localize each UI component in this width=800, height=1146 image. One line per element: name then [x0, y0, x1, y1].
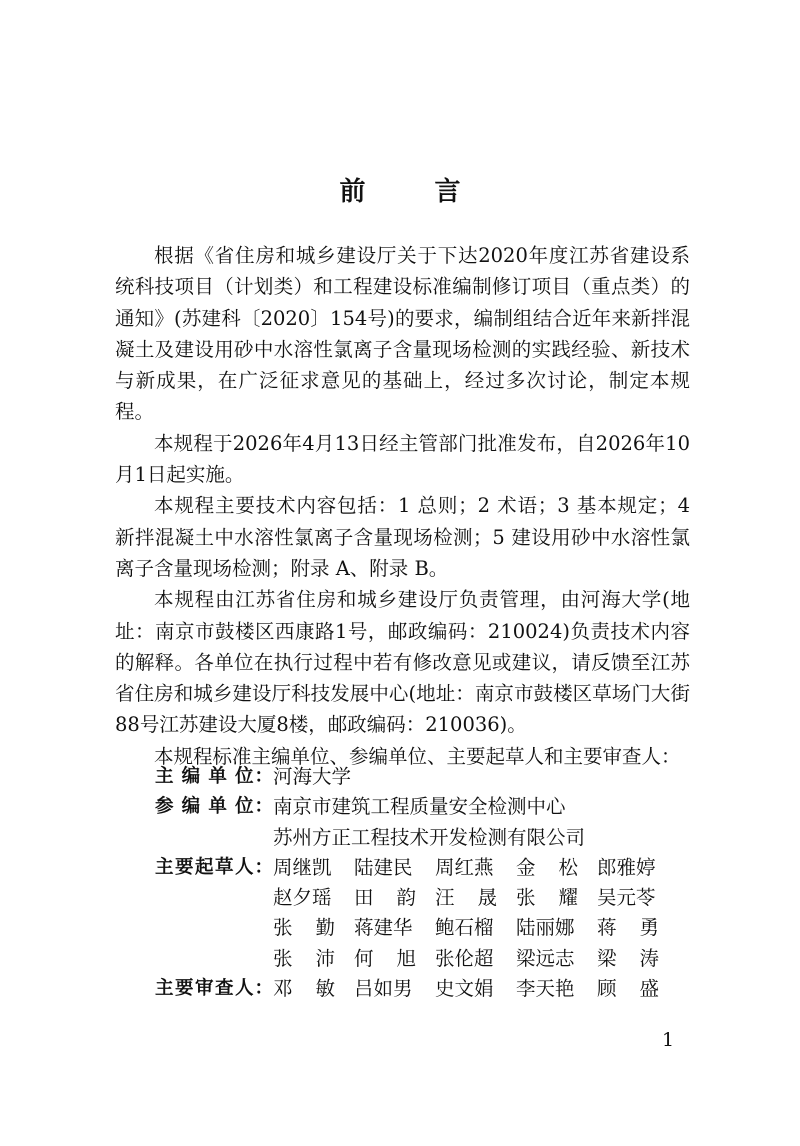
person-name: 梁 涛	[597, 946, 659, 970]
name-line	[273, 913, 695, 943]
chief-editor-unit: 河海大学	[273, 765, 352, 788]
staff-list	[155, 762, 695, 1004]
chief-editor-row	[155, 762, 695, 792]
person-name: 张 沛	[273, 946, 335, 970]
name-line	[273, 883, 695, 913]
participating-unit: 南京市建筑工程质量安全检测中心	[273, 795, 566, 819]
person-name: 蒋 勇	[597, 916, 659, 940]
paragraph-staff-intro: 本规程标准主编单位、参编单位、主要起草人和主要审查人：	[154, 744, 681, 768]
name-line	[273, 944, 695, 974]
drafters-row	[155, 853, 695, 974]
chief-editor-label: 主 编 单 位 ：	[155, 766, 273, 787]
name-line	[273, 974, 695, 1004]
participating-units-row	[155, 792, 695, 853]
person-name: 周继凯	[273, 855, 332, 879]
paragraph-contents: 本规程主要技术内容包括：1 总则；2 术语；3 基本规定；4 新拌混凝土中水溶性氯离子含量现场检测；5 建设用砂中水溶性氯离子含量现场检测；附录 A、附录 B。	[115, 494, 690, 580]
person-name: 汪 晟	[435, 886, 497, 910]
preface-body	[115, 240, 690, 772]
person-name: 邓 敏	[273, 977, 335, 1001]
person-name: 蒋建华	[354, 916, 413, 940]
person-name: 鲍石榴	[435, 916, 494, 940]
drafters-names	[273, 853, 695, 974]
person-name: 金 松	[516, 855, 578, 879]
person-name: 周红燕	[435, 855, 494, 879]
person-name: 陆建民	[354, 855, 413, 879]
person-name: 郎雅婷	[597, 855, 656, 879]
person-name: 陆丽娜	[516, 916, 575, 940]
person-name: 史文娟	[435, 977, 494, 1001]
participating-units-label: 参 编 单 位 ：	[155, 796, 273, 818]
person-name: 张 勤	[273, 916, 335, 940]
paragraph-approval: 本规程于2026年4月13日经主管部门批准发布，自2026年10月1日起实施。	[115, 431, 690, 487]
person-name: 李天艳	[516, 977, 575, 1001]
person-name: 梁远志	[516, 946, 575, 970]
person-name: 张伦超	[435, 946, 494, 970]
reviewers-label: 主 要 审 查 人 ：	[155, 978, 273, 1000]
person-name: 吴元苓	[597, 886, 656, 910]
page-title: 前 言	[339, 177, 491, 207]
person-name: 何 旭	[354, 946, 416, 970]
reviewers-row	[155, 974, 695, 1004]
person-name: 赵夕瑶	[273, 886, 332, 910]
paragraph-management: 本规程由江苏省住房和城乡建设厅负责管理，由河海大学(地址：南京市鼓楼区西康路1号，邮政编码：210024)负责技术内容的解释。各单位在执行过程中若有修改意见或建议，请反馈至江苏省住房和城乡建设厅科技发展中心(地址：南京市鼓楼区草场门大街88号江苏建设大厦8楼，邮政编码：210036)。	[115, 588, 690, 737]
name-line	[273, 853, 695, 883]
paragraph-basis: 根据《省住房和城乡建设厅关于下达2020年度江苏省建设系统科技项目（计划类）和工程建设标准编制修订项目（重点类）的通知》(苏建科〔2020〕154号)的要求，编制组结合近年来新拌混凝土及建设用砂中水溶性氯离子含量现场检测的实践经验、新技术与新成果，在广泛征求意见的基础上，经过多次讨论，制定本规程。	[115, 244, 690, 424]
participating-unit: 苏州方正工程技术开发检测有限公司	[273, 825, 586, 849]
person-name: 田 韵	[354, 886, 416, 910]
person-name: 张 耀	[516, 886, 578, 910]
page-number: 1	[662, 1029, 675, 1051]
drafters-label: 主 要 起 草 人 ：	[155, 856, 273, 878]
person-name: 顾 盛	[597, 977, 659, 1001]
person-name: 吕如男	[354, 977, 413, 1001]
reviewers-names	[273, 974, 695, 1004]
